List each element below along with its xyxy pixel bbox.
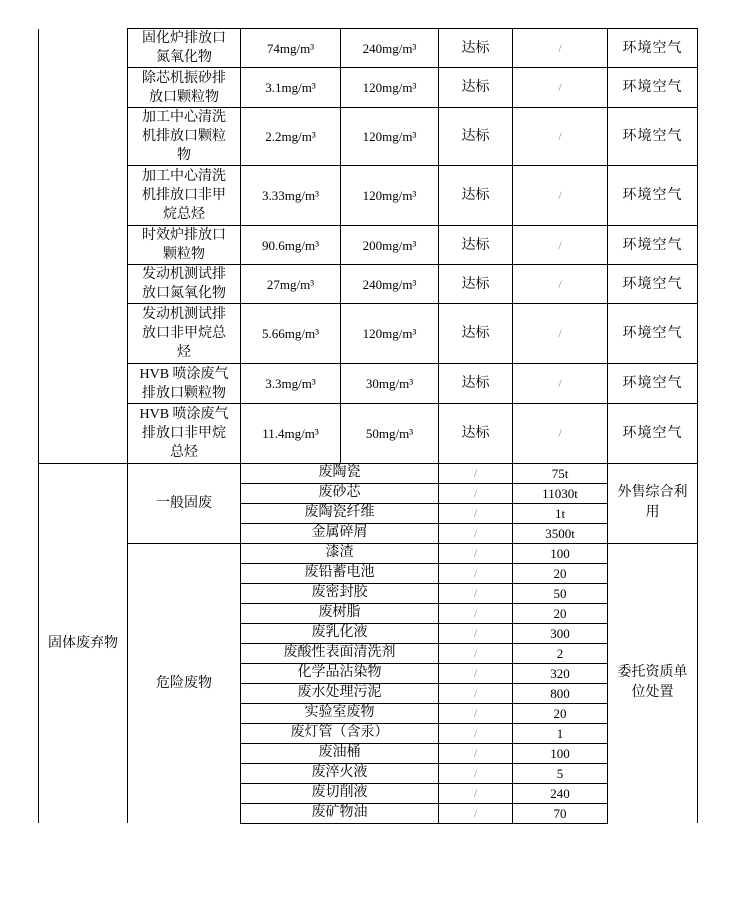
pollutant-name: 时效炉排放口颗粒物 — [128, 226, 241, 265]
slash-cell: / — [513, 68, 608, 108]
general-disposal-method: 外售综合利用 — [608, 463, 698, 543]
waste-item-name: 废水处理污泥 — [241, 683, 439, 703]
limit-value: 50mg/m³ — [341, 404, 439, 463]
slash-cell: / — [439, 763, 513, 783]
waste-item-name: 废乳化液 — [241, 623, 439, 643]
limit-value: 120mg/m³ — [341, 166, 439, 226]
environment-cell: 环境空气 — [608, 166, 698, 226]
solid-waste-category-label: 固体废弃物 — [39, 463, 128, 823]
general-waste-label: 一般固废 — [128, 463, 241, 543]
air-emissions-table — [38, 28, 698, 463]
environment-cell: 环境空气 — [608, 108, 698, 166]
measured-value: 11.4mg/m³ — [241, 404, 341, 463]
slash-cell: / — [439, 743, 513, 763]
slash-cell: / — [513, 265, 608, 304]
pollutant-name: 除芯机振砂排放口颗粒物 — [128, 68, 241, 108]
environment-cell: 环境空气 — [608, 68, 698, 108]
waste-item-amount: 1t — [513, 503, 608, 523]
status-cell: 达标 — [439, 304, 513, 364]
continued-category-cell — [39, 29, 128, 463]
waste-item-name: 废陶瓷 — [241, 463, 439, 483]
waste-item-name: 废密封胶 — [241, 583, 439, 603]
hazardous-waste-label: 危险废物 — [128, 543, 241, 823]
measured-value: 3.1mg/m³ — [241, 68, 341, 108]
hazardous-disposal-method: 委托资质单位处置 — [608, 543, 698, 823]
slash-cell: / — [439, 563, 513, 583]
waste-item-amount: 3500t — [513, 523, 608, 543]
measured-value: 3.3mg/m³ — [241, 364, 341, 404]
slash-cell: / — [439, 703, 513, 723]
slash-cell: / — [439, 683, 513, 703]
waste-item-amount: 320 — [513, 663, 608, 683]
pollutant-name: 固化炉排放口氮氧化物 — [128, 29, 241, 68]
waste-item-name: 废矿物油 — [241, 803, 439, 823]
slash-cell: / — [439, 643, 513, 663]
waste-item-amount: 5 — [513, 763, 608, 783]
report-table — [38, 28, 698, 824]
slash-cell: / — [439, 503, 513, 523]
waste-item-name: 废树脂 — [241, 603, 439, 623]
pollutant-name: HVB 喷涂废气排放口非甲烷总烃 — [128, 404, 241, 463]
slash-cell: / — [513, 364, 608, 404]
measured-value: 90.6mg/m³ — [241, 226, 341, 265]
waste-item-name: 废酸性表面清洗剂 — [241, 643, 439, 663]
pollutant-name: 加工中心清洗机排放口颗粒物 — [128, 108, 241, 166]
slash-cell: / — [439, 543, 513, 563]
environment-cell: 环境空气 — [608, 265, 698, 304]
slash-cell: / — [439, 463, 513, 483]
waste-item-name: 漆渣 — [241, 543, 439, 563]
slash-cell: / — [439, 483, 513, 503]
environment-cell: 环境空气 — [608, 226, 698, 265]
waste-item-amount: 1 — [513, 723, 608, 743]
waste-item-amount: 70 — [513, 803, 608, 823]
waste-item-amount: 100 — [513, 743, 608, 763]
status-cell: 达标 — [439, 29, 513, 68]
waste-item-name: 废切削液 — [241, 783, 439, 803]
waste-item-name: 废砂芯 — [241, 483, 439, 503]
waste-item-amount: 800 — [513, 683, 608, 703]
waste-item-name: 实验室废物 — [241, 703, 439, 723]
waste-item-amount: 20 — [513, 563, 608, 583]
status-cell: 达标 — [439, 68, 513, 108]
limit-value: 120mg/m³ — [341, 304, 439, 364]
status-cell: 达标 — [439, 265, 513, 304]
limit-value: 120mg/m³ — [341, 68, 439, 108]
pollutant-name: 加工中心清洗机排放口非甲烷总烃 — [128, 166, 241, 226]
slash-cell: / — [513, 226, 608, 265]
waste-item-name: 废陶瓷纤维 — [241, 503, 439, 523]
slash-cell: / — [439, 803, 513, 823]
slash-cell: / — [439, 523, 513, 543]
environment-cell: 环境空气 — [608, 404, 698, 463]
pollutant-name: HVB 喷涂废气排放口颗粒物 — [128, 364, 241, 404]
waste-item-amount: 20 — [513, 603, 608, 623]
measured-value: 27mg/m³ — [241, 265, 341, 304]
limit-value: 120mg/m³ — [341, 108, 439, 166]
measured-value: 74mg/m³ — [241, 29, 341, 68]
environment-cell: 环境空气 — [608, 364, 698, 404]
status-cell: 达标 — [439, 108, 513, 166]
slash-cell: / — [439, 783, 513, 803]
slash-cell: / — [513, 304, 608, 364]
limit-value: 200mg/m³ — [341, 226, 439, 265]
waste-item-name: 废淬火液 — [241, 763, 439, 783]
measured-value: 5.66mg/m³ — [241, 304, 341, 364]
slash-cell: / — [439, 663, 513, 683]
pollutant-name: 发动机测试排放口非甲烷总烃 — [128, 304, 241, 364]
slash-cell: / — [513, 166, 608, 226]
waste-item-amount: 75t — [513, 463, 608, 483]
solid-waste-table — [38, 463, 698, 824]
waste-item-amount: 20 — [513, 703, 608, 723]
status-cell: 达标 — [439, 166, 513, 226]
environment-cell: 环境空气 — [608, 304, 698, 364]
measured-value: 2.2mg/m³ — [241, 108, 341, 166]
waste-item-name: 废灯管（含汞） — [241, 723, 439, 743]
status-cell: 达标 — [439, 226, 513, 265]
waste-item-amount: 100 — [513, 543, 608, 563]
slash-cell: / — [439, 583, 513, 603]
slash-cell: / — [513, 108, 608, 166]
pollutant-name: 发动机测试排放口氮氧化物 — [128, 265, 241, 304]
waste-item-amount: 240 — [513, 783, 608, 803]
environment-cell: 环境空气 — [608, 29, 698, 68]
slash-cell: / — [513, 404, 608, 463]
waste-item-amount: 2 — [513, 643, 608, 663]
waste-item-name: 废油桶 — [241, 743, 439, 763]
limit-value: 240mg/m³ — [341, 29, 439, 68]
status-cell: 达标 — [439, 404, 513, 463]
slash-cell: / — [513, 29, 608, 68]
waste-item-name: 废铅蓄电池 — [241, 563, 439, 583]
slash-cell: / — [439, 623, 513, 643]
waste-item-amount: 50 — [513, 583, 608, 603]
limit-value: 240mg/m³ — [341, 265, 439, 304]
slash-cell: / — [439, 603, 513, 623]
waste-item-amount: 11030t — [513, 483, 608, 503]
slash-cell: / — [439, 723, 513, 743]
status-cell: 达标 — [439, 364, 513, 404]
waste-item-name: 化学品沾染物 — [241, 663, 439, 683]
waste-item-amount: 300 — [513, 623, 608, 643]
measured-value: 3.33mg/m³ — [241, 166, 341, 226]
waste-item-name: 金属碎屑 — [241, 523, 439, 543]
limit-value: 30mg/m³ — [341, 364, 439, 404]
